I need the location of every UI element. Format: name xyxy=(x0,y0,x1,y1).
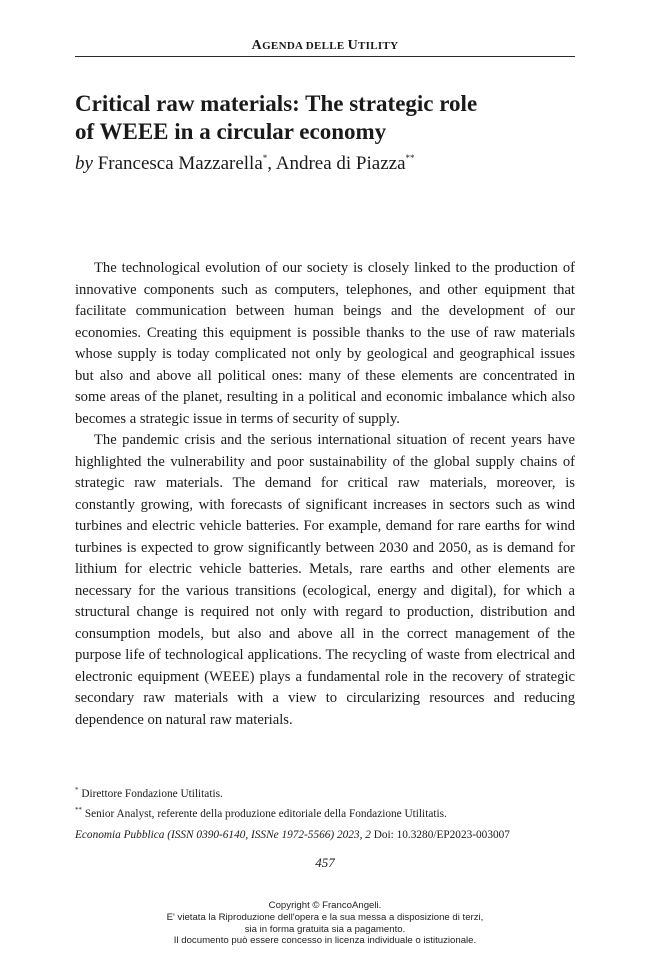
copyright-line-4: Il documento può essere concesso in licenza individuale o istituzionale. xyxy=(173,935,477,947)
copyright-line-1: Copyright © FrancoAngeli. xyxy=(268,900,382,911)
article-body xyxy=(75,258,575,731)
running-head xyxy=(75,37,575,54)
copyright-line-2: E' vietata la Riproduzione dell'opera e la sua messa a disposizione di terzi, xyxy=(166,911,484,923)
author-separator: , xyxy=(267,153,276,174)
journal-citation xyxy=(75,827,575,843)
page-number: 457 xyxy=(315,855,335,870)
article-title-line-2: of WEEE in a circular economy xyxy=(75,119,387,144)
copyright-line-3: sia in forma gratuita sia a pagamento. xyxy=(244,923,406,935)
footnote-1-mark: * xyxy=(75,786,79,794)
body-paragraph-2: The pandemic crisis and the serious international situation of recent years have highlighted the vulnerability and poor sustainability of the global supply chains of strategic raw materials. The demand for critical raw materials, moreover, is constantly growing, with forecasts of significant increases in sectors such as wind turbines and electric vehicle batteries. For example, demand for rare earths for wind turbines is expected to grow significantly between 2030 and 2050, as is demand for lithium for electric vehicle batteries. Metals, rare earths and other elements are necessary for the various transitions (ecological, energy and digital), for which a structural change is required not only with regard to production, distribution and consumption models, but also and above all in the correct management of the purpose life of technological applications. The recycling of waste from electrical and electronic equipment (WEEE) plays a fundamental role in the recovery of strategic secondary raw materials with a view to circularizing resources and reducing dependence on natural raw materials. xyxy=(75,432,575,728)
body-paragraph-1: The technological evolution of our society is closely linked to the production of innovative components such as computers, telephones, and other equipment that facilitate communication between human beings and the development of our economies. Creating this equipment is possible thanks to the use of raw materials whose supply is today complicated not only by geological and geographical issues but also and above all political ones: many of these elements are concentrated in some areas of the planet, resulting in a political and economic imbalance which also becomes a strategic issue in terms of security of supply. xyxy=(75,260,575,427)
footnotes xyxy=(75,782,575,822)
footnote-1-text: Direttore Fondazione Utilitatis. xyxy=(81,788,223,800)
byline-by: by xyxy=(75,153,93,174)
running-head-initial-u: U xyxy=(347,38,359,53)
author-1: Francesca Mazzarella xyxy=(97,153,263,174)
article-title xyxy=(75,90,575,146)
article-title-line-1: Critical raw materials: The strategic role xyxy=(75,91,478,116)
author-1-footnote-mark: * xyxy=(262,153,268,163)
running-head-initial-a: A xyxy=(251,38,263,53)
footnote-2-text: Senior Analyst, referente della produzione editoriale della Fondazione Utilitatis. xyxy=(84,808,447,820)
running-head-part-2: TILITY xyxy=(358,40,399,52)
author-2: Andrea di Piazza xyxy=(275,153,406,174)
doi: Doi: 10.3280/EP2023-003007 xyxy=(373,829,510,841)
copyright-notice xyxy=(75,900,575,947)
byline xyxy=(75,146,575,176)
header-rule xyxy=(75,56,575,57)
journal-reference: Economia Pubblica (ISSN 0390-6140, ISSNe 1972-5566) 2023, 2 xyxy=(75,829,371,841)
footnote-1 xyxy=(75,782,575,802)
running-head-part-1: GENDA DELLE xyxy=(262,40,348,52)
author-2-footnote-mark: ** xyxy=(405,153,415,163)
footnote-2 xyxy=(75,802,575,822)
footnote-2-mark: ** xyxy=(75,806,82,814)
